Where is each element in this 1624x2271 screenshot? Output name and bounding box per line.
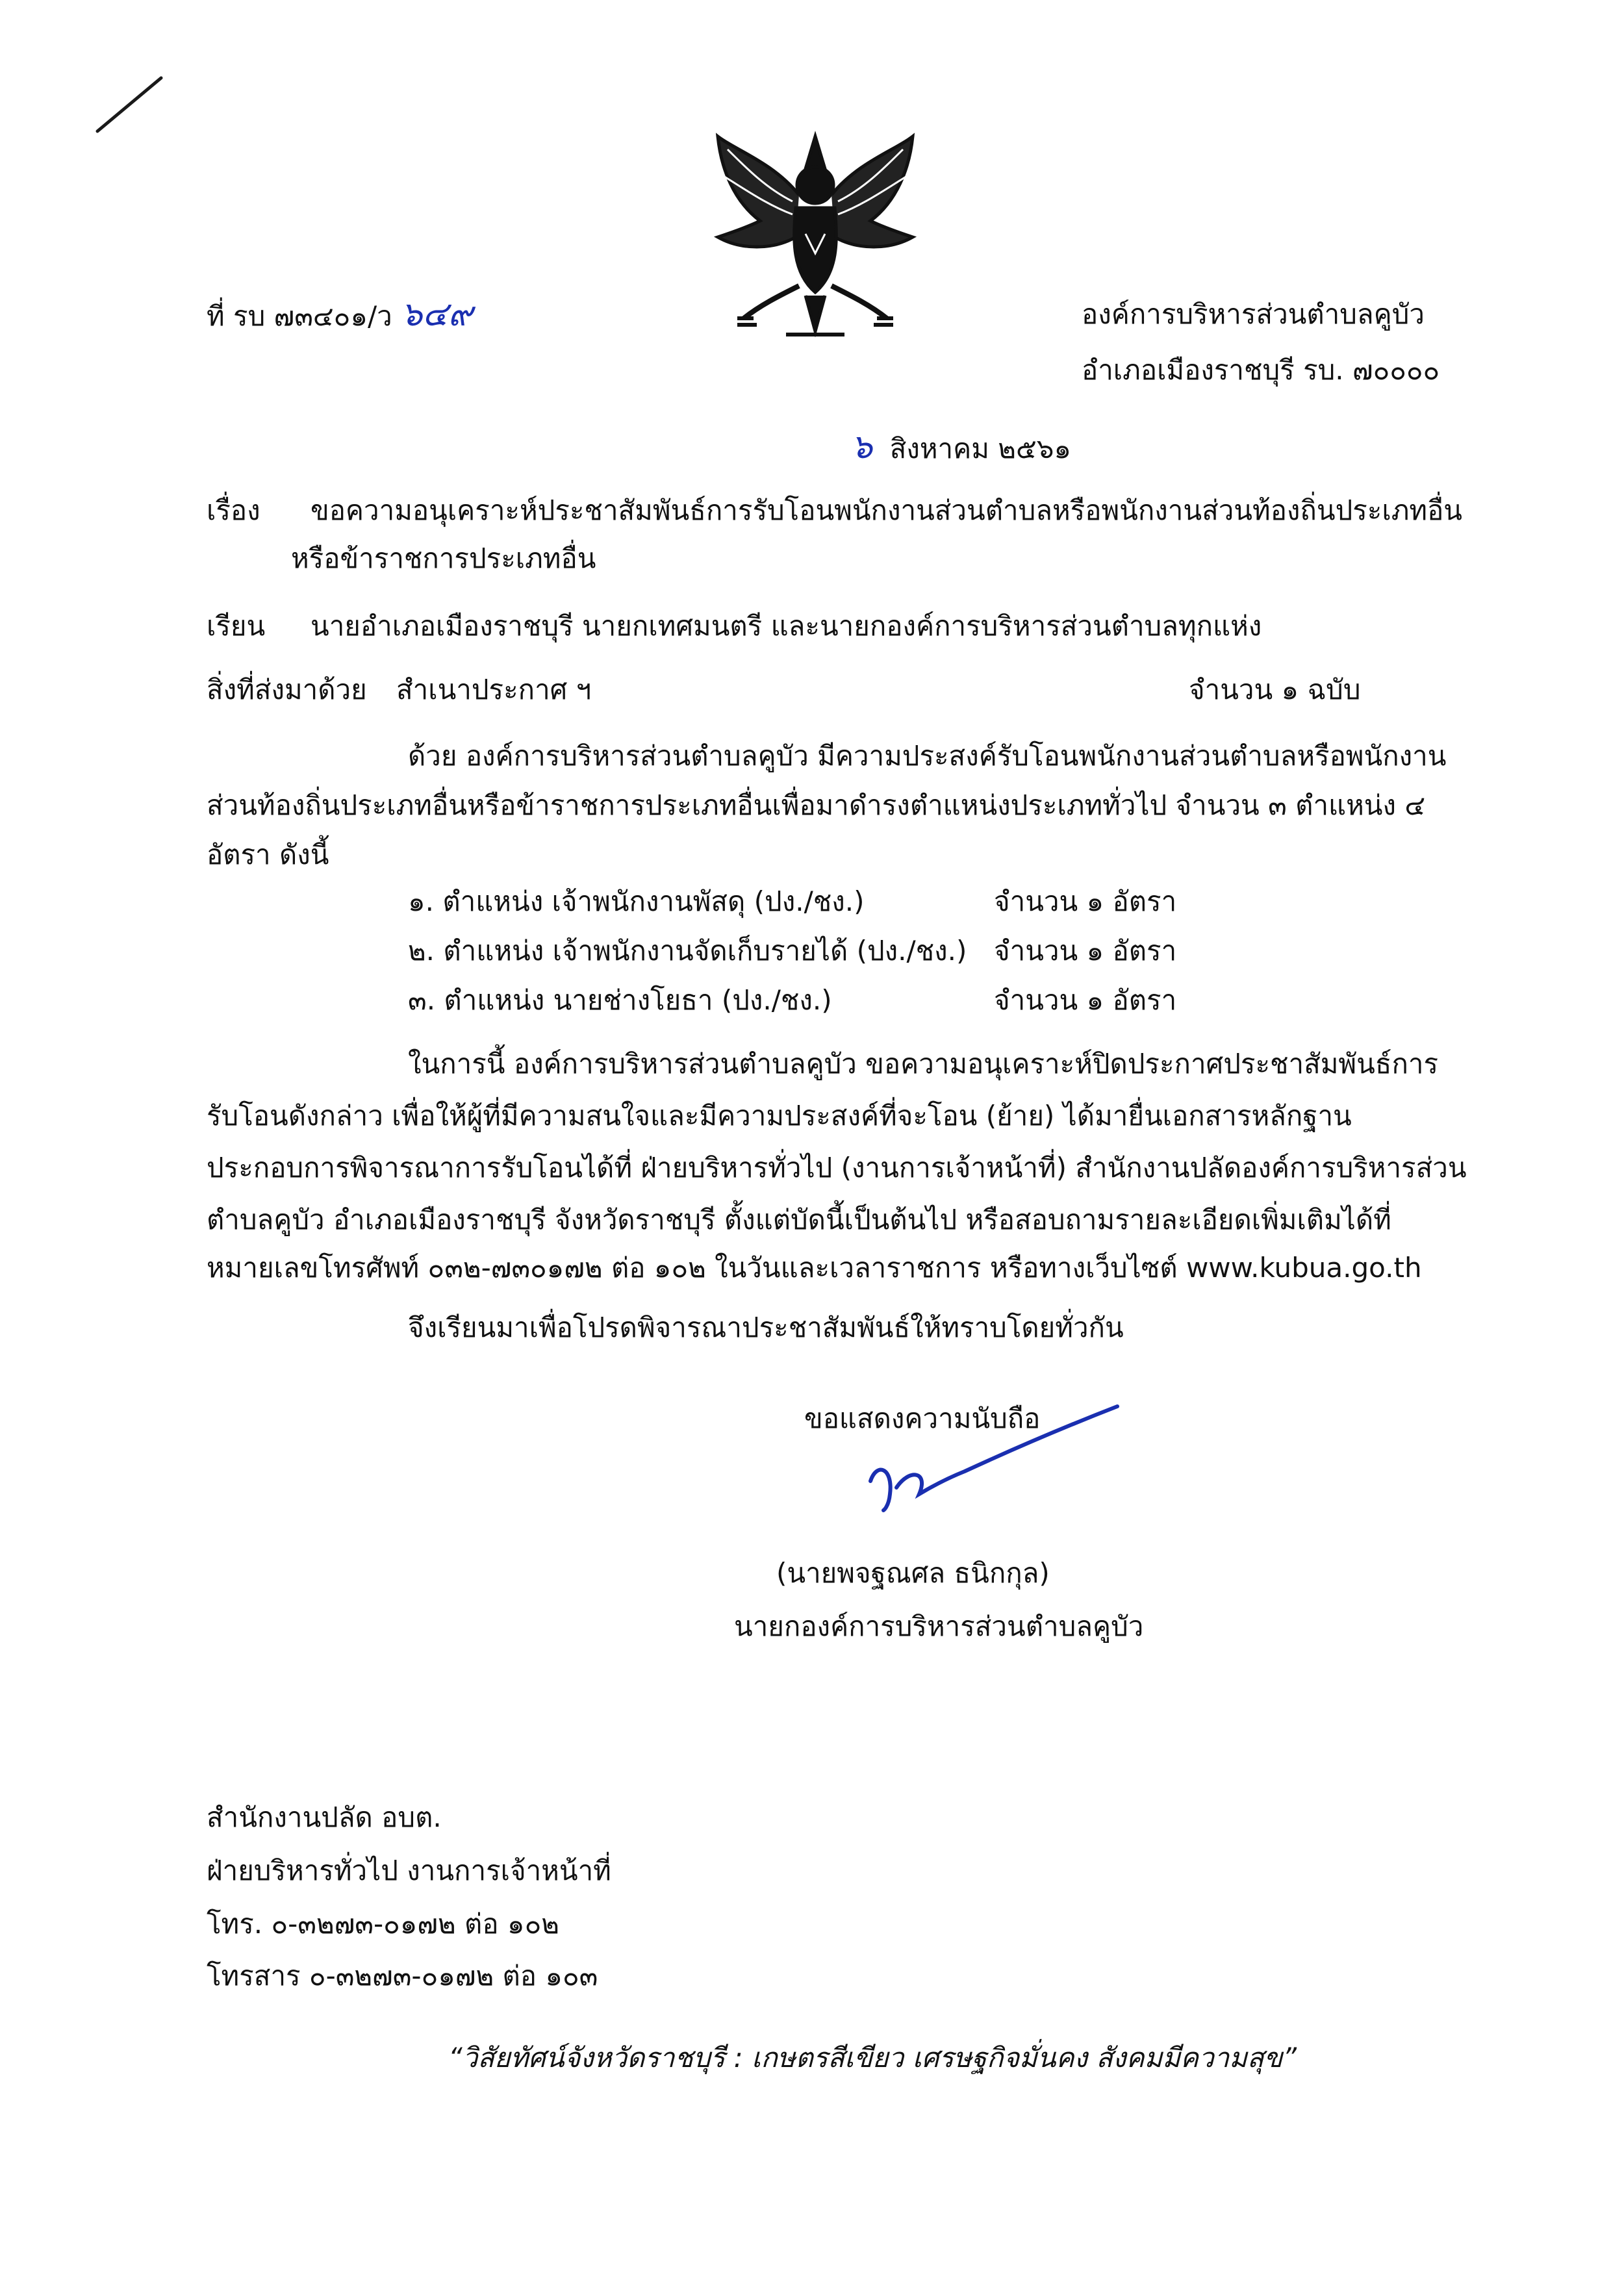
signer-title: นายกองค์การบริหารส่วนตำบลคูบัว: [734, 1610, 1144, 1642]
handwritten-slash-mark: [91, 71, 169, 136]
date-month-year: สิงหาคม ๒๕๖๑: [889, 433, 1072, 464]
handwritten-signature: [857, 1397, 1130, 1527]
subject-line-2: หรือข้าราชการประเภทอื่น: [291, 542, 596, 574]
para2-line-4: ตำบลคูบัว อำเภอเมืองราชบุรี จังหวัดราชบุรี ตั้งแต่บัดนี้เป็นต้นไป หรือสอบถามรายละเอียดเพิ่มเติมได้ที่: [207, 1204, 1391, 1236]
attachment-count: จำนวน ๑ ฉบับ: [1189, 674, 1361, 705]
reference-prefix: ที่ รบ ๗๓๔๐๑/ว: [207, 300, 392, 332]
para2-line-2: รับโอนดังกล่าว เพื่อให้ผู้ที่มีความสนใจและมีความประสงค์ที่จะโอน (ย้าย) ได้มายื่นเอกสารหลักฐาน: [207, 1100, 1352, 1132]
letter-date: [851, 429, 1071, 467]
position-item-3: ๓. ตำแหน่ง นายช่างโยธา (ปง./ชง.): [408, 984, 832, 1016]
garuda-emblem: [708, 123, 922, 348]
subject-line-1: ขอความอนุเคราะห์ประชาสัมพันธ์การรับโอนพนักงานส่วนตำบลหรือพนักงานส่วนท้องถิ่นประเภทอื่น: [311, 494, 1463, 526]
reference-number-handwritten: ๖๔๙: [401, 295, 473, 334]
para1-line-3: อัตรา ดังนี้: [207, 839, 329, 870]
footer-phone: โทร. ๐-๓๒๗๓-๐๑๗๒ ต่อ ๑๐๒: [207, 1908, 559, 1940]
para3-closing-request: จึงเรียนมาเพื่อโปรดพิจารณาประชาสัมพันธ์ให้ทราบโดยทั่วกัน: [408, 1312, 1124, 1343]
para1-line-1: ด้วย องค์การบริหารส่วนตำบลคูบัว มีความประสงค์รับโอนพนักงานส่วนตำบลหรือพนักงาน: [408, 740, 1447, 772]
org-address: อำเภอเมืองราชบุรี รบ. ๗๐๐๐๐: [1082, 354, 1440, 386]
org-name: องค์การบริหารส่วนตำบลคูบัว: [1082, 298, 1425, 330]
reference-number: [207, 296, 473, 335]
para2-line-5: หมายเลขโทรศัพท์ ๐๓๒-๗๓๐๑๗๒ ต่อ ๑๐๒ ในวันและเวลาราชการ หรือทางเว็บไซต์ www.kubua.go.th: [207, 1252, 1422, 1284]
para2-line-3: ประกอบการพิจารณาการรับโอนได้ที่ ฝ่ายบริหารทั่วไป (งานการเจ้าหน้าที่) สำนักงานปลัดองค์การบริหารส่วน: [207, 1152, 1467, 1184]
attachment-text: สำเนาประกาศ ฯ: [396, 674, 592, 705]
salutation-text: นายอำเภอเมืองราชบุรี นายกเทศมนตรี และนายกองค์การบริหารส่วนตำบลทุกแห่ง: [311, 610, 1262, 642]
position-item-2: ๒. ตำแหน่ง เจ้าพนักงานจัดเก็บรายได้ (ปง./ชง.): [408, 935, 967, 967]
position-count-3: จำนวน ๑ อัตรา: [994, 984, 1177, 1016]
para2-line-1: ในการนี้ องค์การบริหารส่วนตำบลคูบัว ขอความอนุเคราะห์ปิดประกาศประชาสัมพันธ์การ: [408, 1048, 1439, 1080]
signer-name: (นายพจฐณศล ธนิกกุล): [776, 1557, 1050, 1589]
vision-statement: “วิสัยทัศน์จังหวัดราชบุรี : เกษตรสีเขียว เศรษฐกิจมั่นคง สังคมมีความสุข”: [448, 2042, 1297, 2074]
footer-division: ฝ่ายบริหารทั่วไป งานการเจ้าหน้าที่: [207, 1855, 611, 1886]
para1-line-2: ส่วนท้องถิ่นประเภทอื่นหรือข้าราชการประเภทอื่นเพื่อมาดำรงตำแหน่งประเภททั่วไป จำนวน ๓ ตำแหน่ง ๔: [207, 789, 1426, 821]
position-count-2: จำนวน ๑ อัตรา: [994, 935, 1177, 967]
footer-fax: โทรสาร ๐-๓๒๗๓-๐๑๗๒ ต่อ ๑๐๓: [207, 1960, 598, 1992]
date-day-handwritten: ๖: [851, 427, 873, 466]
footer-office: สำนักงานปลัด อบต.: [207, 1801, 442, 1833]
salutation-label: เรียน: [207, 610, 266, 642]
position-count-1: จำนวน ๑ อัตรา: [994, 885, 1177, 917]
subject-label: เรื่อง: [207, 494, 260, 526]
closing-regards: ขอแสดงความนับถือ: [804, 1402, 1041, 1434]
position-item-1: ๑. ตำแหน่ง เจ้าพนักงานพัสดุ (ปง./ชง.): [408, 885, 865, 917]
attachment-label: สิ่งที่ส่งมาด้วย: [207, 674, 367, 705]
